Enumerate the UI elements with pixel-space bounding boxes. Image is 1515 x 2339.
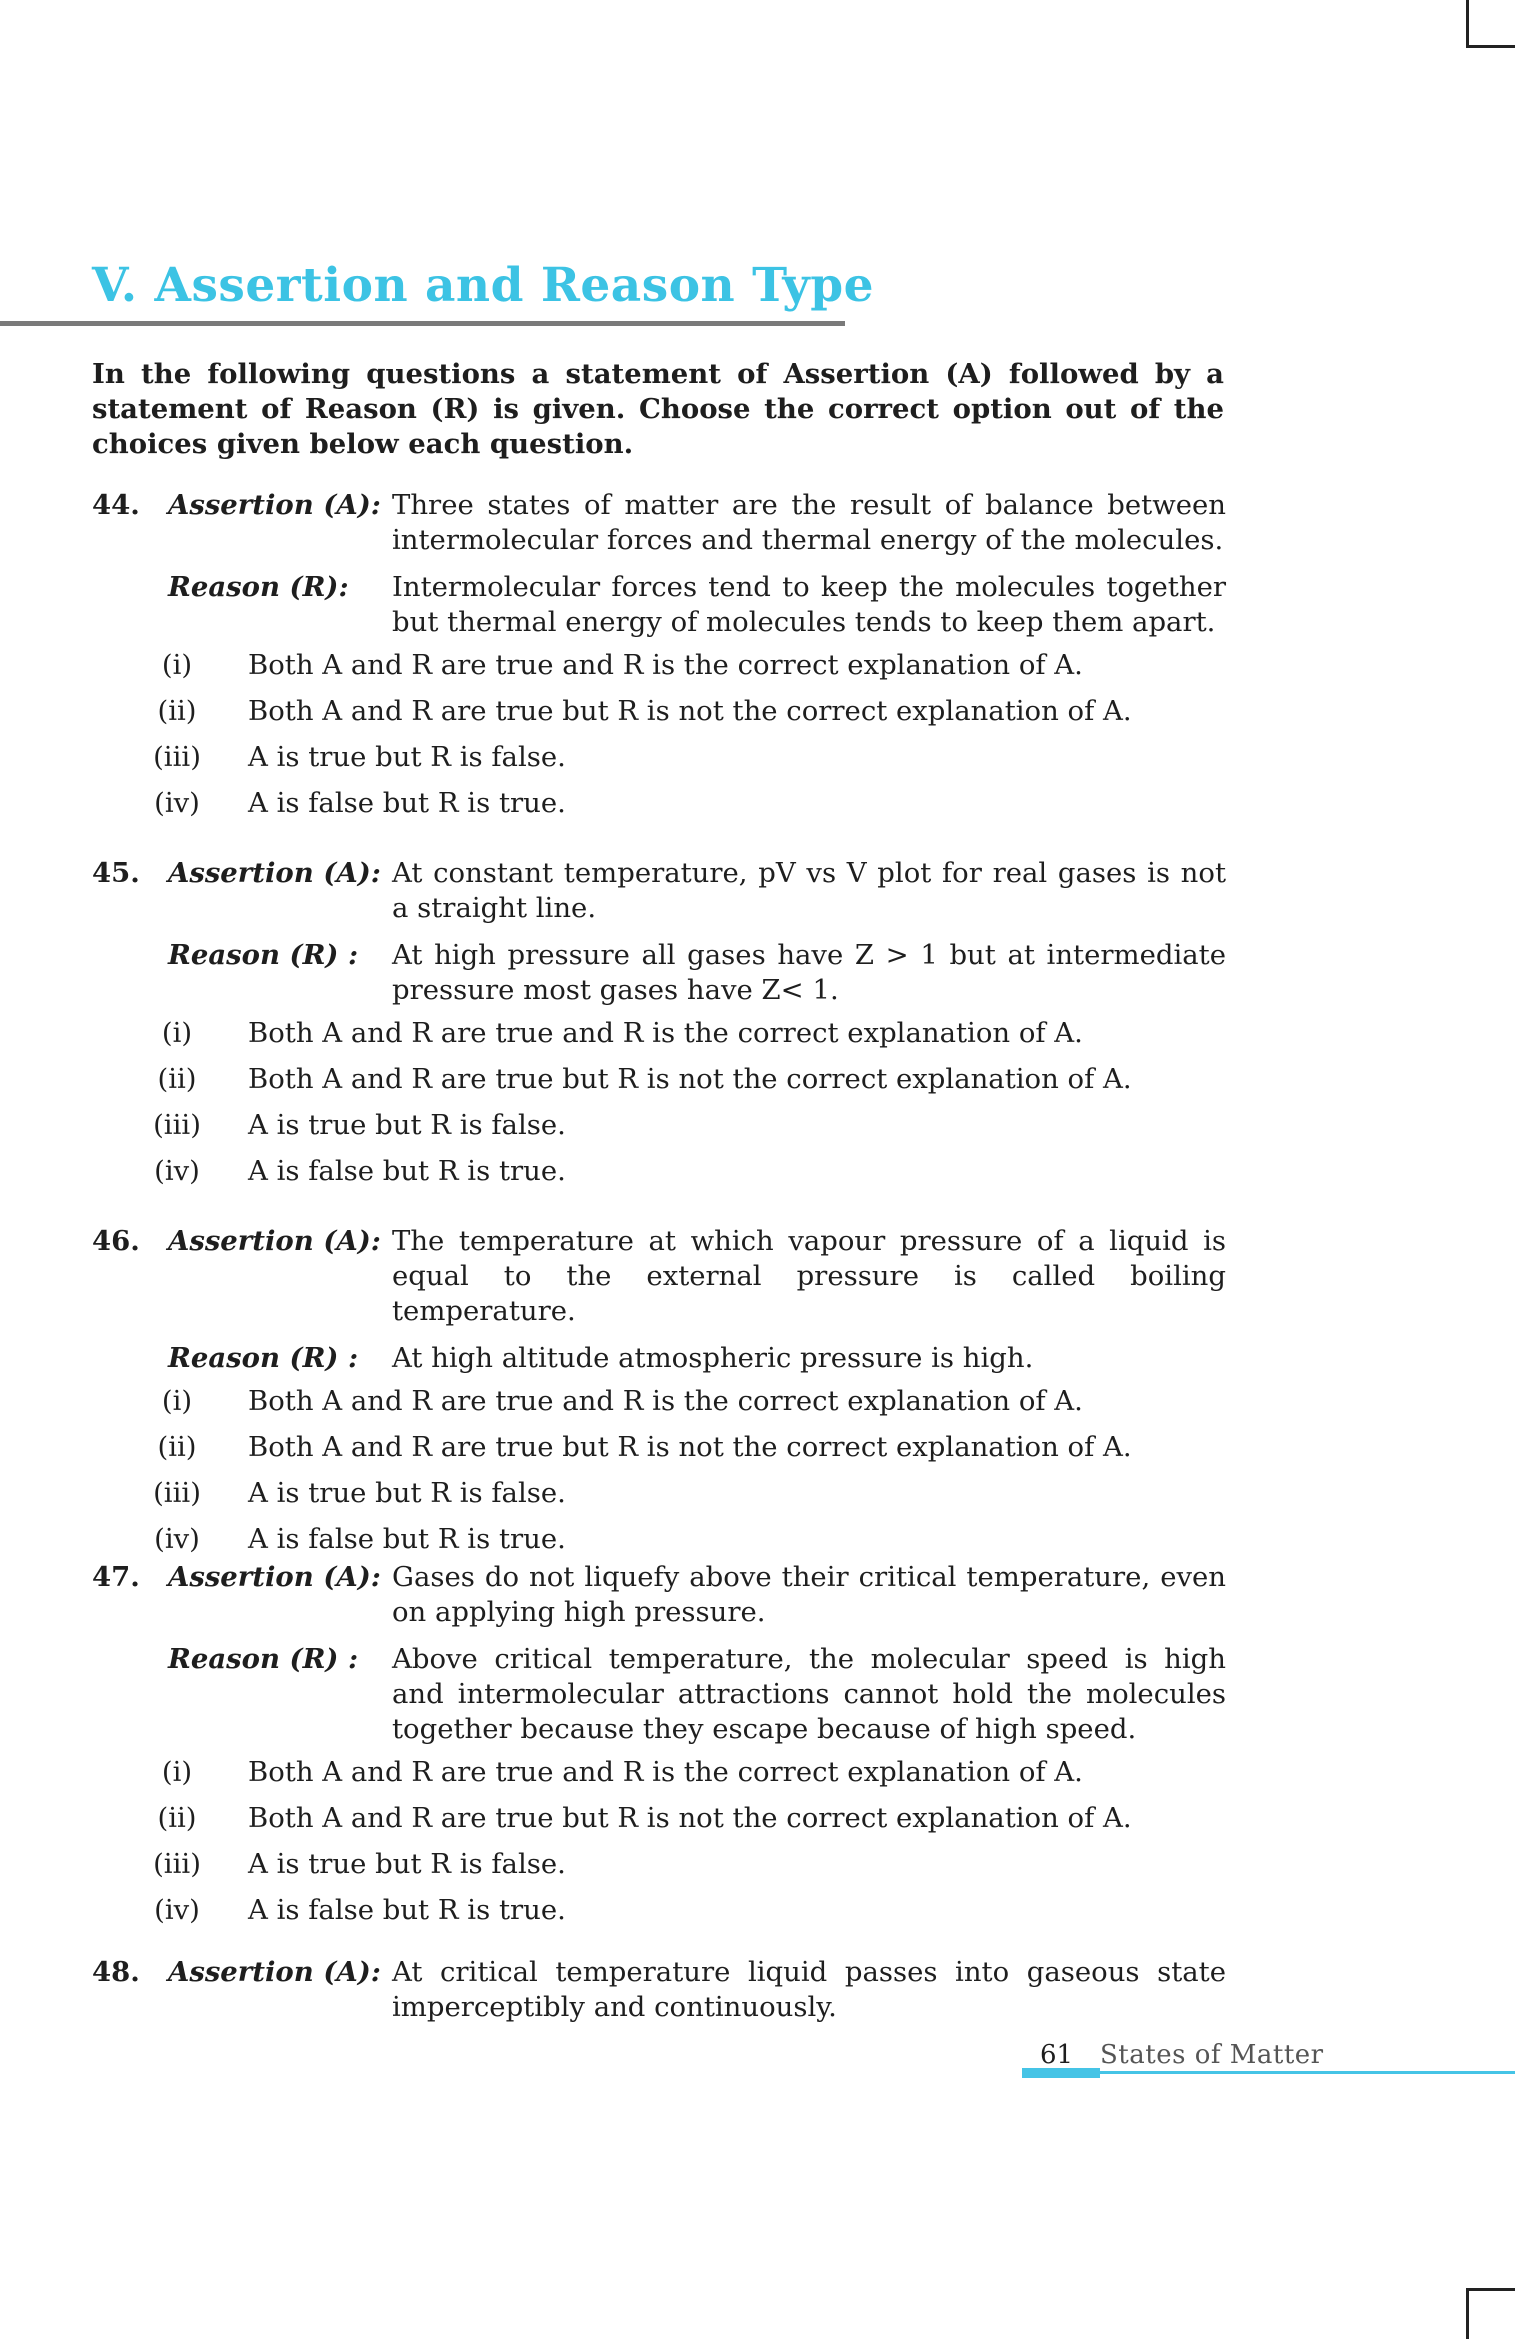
question-45 bbox=[92, 856, 1226, 1200]
assertion-text: Gases do not liquefy above their critical temperature, even on applying high pressure. bbox=[392, 1561, 1226, 1628]
options-list bbox=[92, 1755, 1226, 1939]
options-list bbox=[92, 1016, 1226, 1200]
question-number: 46. bbox=[92, 1225, 140, 1257]
option-item: (iii) A is true but R is false. bbox=[153, 1109, 566, 1141]
chapter-title: States of Matter bbox=[1100, 2040, 1324, 2070]
section-title: V. Assertion and Reason Type bbox=[92, 258, 874, 313]
question-47 bbox=[92, 1560, 1226, 1939]
option-item: (i) Both A and R are true and R is the correct explanation of A. bbox=[161, 649, 1083, 681]
instructions: In the following questions a statement of Assertion (A) followed by a statement of Reason (R) is given. Choose the correct option out of the choices given below each question. bbox=[92, 358, 1224, 460]
option-item: (i) Both A and R are true and R is the correct explanation of A. bbox=[161, 1017, 1083, 1049]
question-44 bbox=[92, 488, 1226, 832]
reason-label: Reason (R) : bbox=[168, 1342, 359, 1374]
question-number: 48. bbox=[92, 1956, 140, 1988]
option-item: (iv) A is false but R is true. bbox=[154, 1894, 566, 1926]
option-item: (ii) Both A and R are true but R is not the correct explanation of A. bbox=[157, 1431, 1132, 1463]
options-list bbox=[92, 1384, 1226, 1568]
reason-text: Above critical temperature, the molecular speed is high and intermolecular attractions cannot hold the molecules together because they escape because of high speed. bbox=[392, 1643, 1226, 1745]
title-underline bbox=[0, 321, 845, 326]
page-number: 61 bbox=[1040, 2040, 1074, 2070]
option-item: (iv) A is false but R is true. bbox=[154, 787, 566, 819]
options-list bbox=[92, 648, 1226, 832]
assertion-text: At critical temperature liquid passes into gaseous state imperceptibly and continuously. bbox=[392, 1956, 1226, 2023]
footer-rule bbox=[1100, 2071, 1515, 2074]
reason-text: At high altitude atmospheric pressure is high. bbox=[392, 1342, 1034, 1374]
reason-text: At high pressure all gases have Z > 1 but at intermediate pressure most gases have Z< 1. bbox=[392, 939, 1226, 1006]
assertion-text: At constant temperature, pV vs V plot for real gases is not a straight line. bbox=[392, 857, 1226, 924]
crop-mark-top bbox=[1466, 0, 1515, 48]
question-number: 45. bbox=[92, 857, 140, 889]
option-item: (i) Both A and R are true and R is the correct explanation of A. bbox=[161, 1756, 1083, 1788]
assertion-label: Assertion (A): bbox=[168, 1225, 381, 1257]
option-item: (iii) A is true but R is false. bbox=[153, 1848, 566, 1880]
assertion-label: Assertion (A): bbox=[168, 1561, 381, 1593]
question-number: 44. bbox=[92, 489, 140, 521]
assertion-text: Three states of matter are the result of balance between intermolecular forces and thermal energy of the molecules. bbox=[392, 489, 1226, 556]
option-item: (iii) A is true but R is false. bbox=[153, 1477, 566, 1509]
assertion-label: Assertion (A): bbox=[168, 489, 381, 521]
assertion-label: Assertion (A): bbox=[168, 1956, 381, 1988]
reason-label: Reason (R) : bbox=[168, 1643, 359, 1675]
assertion-label: Assertion (A): bbox=[168, 857, 381, 889]
crop-mark-bottom bbox=[1466, 2288, 1515, 2339]
option-item: (iii) A is true but R is false. bbox=[153, 741, 566, 773]
reason-label: Reason (R): bbox=[168, 571, 349, 603]
option-item: (iv) A is false but R is true. bbox=[154, 1155, 566, 1187]
question-number: 47. bbox=[92, 1561, 140, 1593]
assertion-text: The temperature at which vapour pressure of a liquid is equal to the external pressure is called boiling temperature. bbox=[392, 1225, 1226, 1327]
reason-label: Reason (R) : bbox=[168, 939, 359, 971]
option-item: (i) Both A and R are true and R is the correct explanation of A. bbox=[161, 1385, 1083, 1417]
option-item: (iv) A is false but R is true. bbox=[154, 1523, 566, 1555]
option-item: (ii) Both A and R are true but R is not the correct explanation of A. bbox=[157, 1802, 1132, 1834]
option-item: (ii) Both A and R are true but R is not the correct explanation of A. bbox=[157, 1063, 1132, 1095]
question-46 bbox=[92, 1224, 1226, 1568]
option-item: (ii) Both A and R are true but R is not the correct explanation of A. bbox=[157, 695, 1132, 727]
question-48 bbox=[92, 1955, 1226, 2025]
reason-text: Intermolecular forces tend to keep the molecules together but thermal energy of molecules tends to keep them apart. bbox=[392, 571, 1226, 638]
